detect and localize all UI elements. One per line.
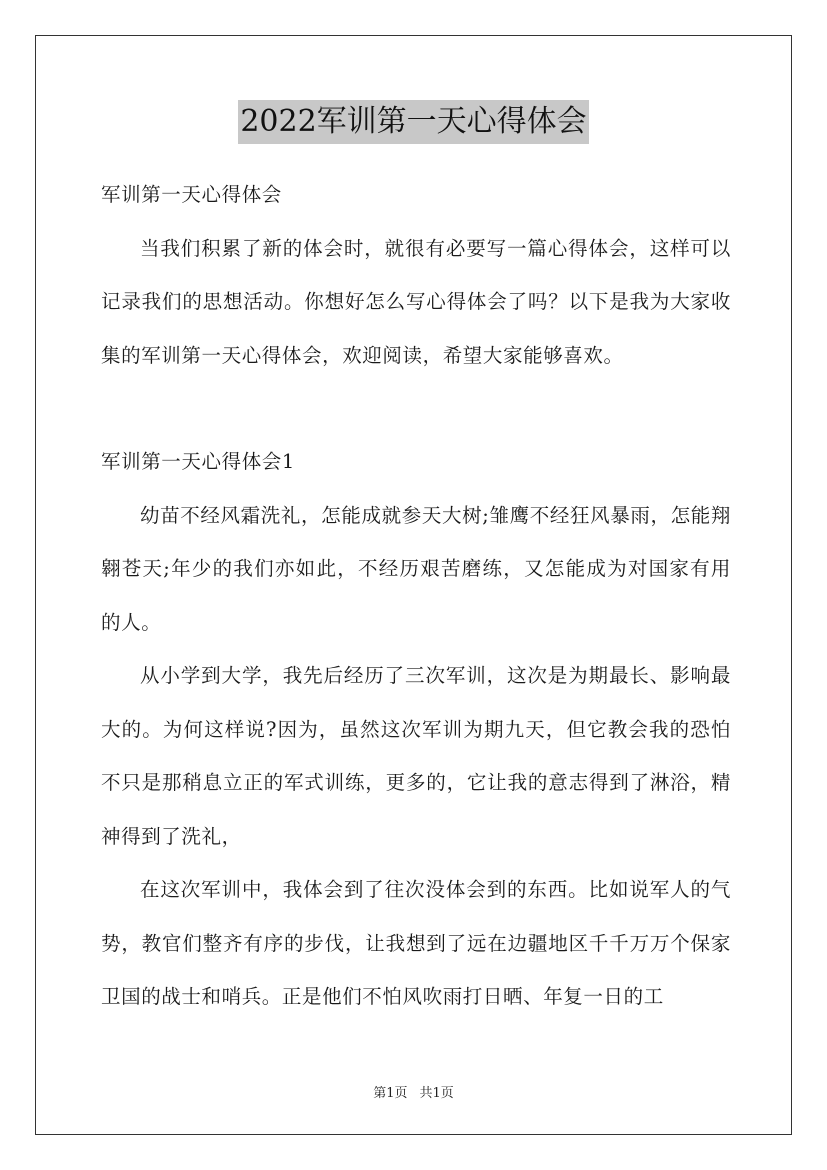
body-paragraph: 在这次军训中，我体会到了往次没体会到的东西。比如说军人的气势，教官们整齐有序的步伐，让我想到了远在边疆地区千千万万个保家卫国的战士和哨兵。正是他们不怕风吹雨打日晒、年复一日的工: [101, 878, 731, 1008]
page-total-label: 共1页: [419, 1086, 454, 1101]
document-body: [101, 168, 731, 1024]
title-container: [0, 100, 827, 144]
intro-paragraph: 当我们积累了新的体会时，就很有必要写一篇心得体会，这样可以记录我们的思想活动。你想好怎么写心得体会了吗？以下是我为大家收集的军训第一天心得体会，欢迎阅读，希望大家能够喜欢。: [101, 236, 731, 367]
section1-heading: 军训第一天心得体会1: [101, 450, 295, 473]
document-title: 2022军训第一天心得体会: [238, 100, 588, 144]
intro-heading: 军训第一天心得体会: [101, 183, 282, 206]
body-paragraph: 幼苗不经风霜洗礼，怎能成就参天大树;雏鹰不经狂风暴雨，怎能翔翱苍天;年少的我们亦如此，不经历艰苦磨练，又怎能成为对国家有用的人。: [101, 503, 731, 634]
body-paragraph: 从小学到大学，我先后经历了三次军训，这次是为期最长、影响最大的。为何这样说?因为，虽然这次军训为期九天，但它教会我的恐怕不只是那稍息立正的军式训练，更多的，它让我的意志得到了淋浴，精神得到了洗礼，: [101, 664, 731, 848]
page-current-label: 第1页: [373, 1086, 408, 1101]
section-spacer: [101, 382, 731, 435]
page-footer: [0, 1082, 827, 1101]
